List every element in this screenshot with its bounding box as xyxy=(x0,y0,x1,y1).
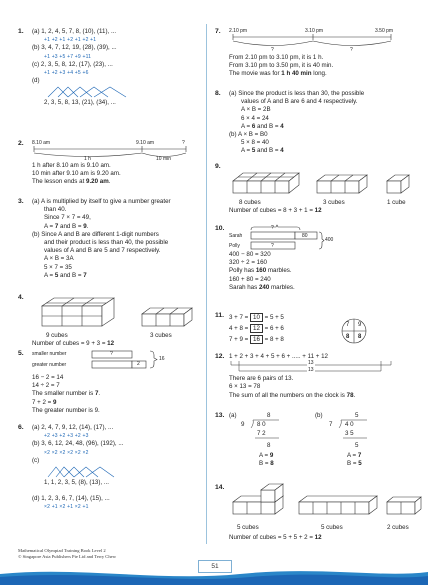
question-3 xyxy=(18,198,200,288)
answer-line: B = 8 xyxy=(259,460,274,467)
question-12 xyxy=(215,353,415,405)
question-number: 7. xyxy=(215,28,221,35)
question-number: 1. xyxy=(18,28,24,35)
working-line: There are 6 pairs of 13. xyxy=(229,375,294,383)
footer xyxy=(18,548,116,560)
answer-line: A = 7 xyxy=(347,452,362,459)
cube-caption-1: 9 cubes xyxy=(46,332,68,339)
fibonacci-arrows xyxy=(44,85,164,99)
seq-b-differences: ×2 ×2 ×2 ×2 ×2 ×2 xyxy=(44,449,89,456)
model-bars xyxy=(32,350,172,374)
working-line: (b) A × B = B0 xyxy=(229,131,268,139)
cube-drawing xyxy=(229,167,419,199)
segment-unknown-2: ? xyxy=(350,47,353,53)
seq-c-label: (c) xyxy=(32,456,40,464)
seq-d: (d) 1, 2, 3, 6, 7, (14), (15), ... xyxy=(32,495,110,503)
cube-caption-1: 5 cubes xyxy=(237,524,259,531)
working-line: The greater number is 9. xyxy=(32,406,100,414)
working-line: Since 7 × 7 = 49, xyxy=(44,214,91,222)
pair-sum-2: 13 xyxy=(308,367,314,374)
cube-caption-2: 5 cubes xyxy=(321,524,343,531)
question-13 xyxy=(215,412,415,482)
question-14 xyxy=(215,484,415,554)
copyright: © Singapore Asia Publishers Pte Ltd and Terry Chew xyxy=(18,554,117,559)
working-line: 1 h after 8.10 am is 9.10 am. xyxy=(32,162,111,169)
bar-total: 16 xyxy=(159,356,165,362)
bar-label-polly: Polly xyxy=(229,243,240,249)
equation-row: 4 + 8 = 12 = 6 + 6 xyxy=(229,325,284,332)
answer-line: Number of cubes = 5 + 5 + 2 = 12 xyxy=(229,534,322,541)
working-line: (a) Since the product is less than 30, the possible xyxy=(229,90,365,97)
cube-drawing xyxy=(32,296,202,332)
time-label-start: 8.10 am xyxy=(32,140,51,146)
seq-a: (a) 2, 4, 7, 9, 12, (14), (17), ... xyxy=(32,424,114,431)
seq-b-differences: +1 +3 +5 +7 +9 +11 xyxy=(44,53,92,60)
question-number: 5. xyxy=(18,350,24,357)
bar-total: 400 xyxy=(325,237,334,243)
working-line: 320 ÷ 2 = 160 xyxy=(229,259,267,267)
page-number: 51 xyxy=(198,560,232,573)
question-number: 11. xyxy=(215,312,225,319)
equation-row: 7 + 9 = 16 = 8 + 8 xyxy=(229,336,284,343)
working-line: 16 − 2 = 14 xyxy=(32,374,64,381)
circle-top-left: 7 xyxy=(346,322,350,328)
question-number: 2. xyxy=(18,140,24,147)
timeline xyxy=(229,28,409,54)
subtrahend-b: 3 5 xyxy=(345,430,354,437)
cube-caption-3: 2 cubes xyxy=(387,524,409,531)
question-number: 8. xyxy=(215,90,221,97)
circle-bottom-right: 8 xyxy=(358,334,362,340)
dividend-a: 8 0 xyxy=(257,421,266,428)
answer-line: A = 9 xyxy=(259,452,274,459)
working-line: 160 + 80 = 240 xyxy=(229,275,271,283)
answer-line: The movie was for 1 h 40 min long. xyxy=(229,70,327,78)
dividend-b: 4 0 xyxy=(345,421,354,428)
segment-unknown-1: ? xyxy=(271,47,274,53)
cube-caption-1: 8 cubes xyxy=(239,199,261,206)
question-number: 4. xyxy=(18,294,24,301)
segment-10min: 10 min xyxy=(156,156,172,162)
question-number: 9. xyxy=(215,163,221,170)
cube-caption-2: 3 cubes xyxy=(150,332,172,339)
seq-c-differences: +1 +2 +3 +4 +5 +6 xyxy=(44,70,89,77)
seq-d-differences: ×2 +1 ×2 +1 ×2 +1 xyxy=(44,504,89,511)
bar-extra: 2 xyxy=(137,361,140,367)
working-line: 14 ÷ 2 = 7 xyxy=(32,382,60,390)
answer-line: A = 5 and B = 4 xyxy=(241,147,284,155)
cube-caption-2: 3 cubes xyxy=(323,199,345,206)
equation-row: 3 + 7 = 10 = 5 + 5 xyxy=(229,314,284,321)
divisor-b: 7 xyxy=(329,421,333,428)
working-line: A × B = 3A xyxy=(44,255,74,263)
time-label-start: 2.10 pm xyxy=(229,28,248,34)
bar-unknown: ? xyxy=(110,351,113,357)
working-line: (b) Since A and B are different 1-digit numbers xyxy=(32,230,159,238)
seq-a: (a) 1, 2, 4, 5, 7, 8, (10), (11), ... xyxy=(32,28,117,35)
answer-line: The lesson ends at 9.20 am. xyxy=(32,178,111,186)
question-7 xyxy=(215,28,415,84)
answer-line: Polly has 160 marbles. xyxy=(229,267,292,275)
circle-top-right: 9 xyxy=(358,322,362,328)
seq-d: 2, 3, 5, 8, 13, (21), (34), ... xyxy=(44,99,116,107)
working-line: (a) A is multiplied by itself to give a number greater xyxy=(32,198,171,205)
question-number: 12. xyxy=(215,353,225,360)
question-2 xyxy=(18,140,200,190)
answer-line: Sarah has 240 marbles. xyxy=(229,283,295,291)
answer-line: The smaller number is 7. xyxy=(32,390,101,398)
question-10 xyxy=(215,225,415,299)
working-line: From 2.10 pm to 3.10 pm, it is 1 h. xyxy=(229,54,324,61)
cube-caption-3: 1 cube xyxy=(387,199,406,206)
answer-line: A = 5 and B = 7 xyxy=(44,271,87,279)
subtrahend-a: 7 2 xyxy=(257,430,266,437)
sum-expression: 1 + 2 + 3 + 4 + 5 + 6 + ..... + 11 + 12 xyxy=(229,353,328,360)
working-line: values of A and B are 5 and 7 respectively. xyxy=(44,247,161,255)
working-line: 6 × 4 = 24 xyxy=(241,114,269,122)
answer-line: B = 5 xyxy=(347,460,362,467)
question-1 xyxy=(18,28,200,138)
book-title: Mathematical Olympiad Training Book Level 2 xyxy=(18,548,106,553)
time-label-end: 3.50 pm xyxy=(375,28,394,34)
quotient-a: 8 xyxy=(267,412,271,419)
answer-line: Number of cubes = 8 + 3 + 1 = 12 xyxy=(229,207,322,214)
working-line: 5 × 7 = 35 xyxy=(44,263,72,271)
working-line: From 3.10 pm to 3.50 pm, it is 40 min. xyxy=(229,62,334,70)
bar-label-smaller: smaller number xyxy=(32,351,67,357)
question-number: 10. xyxy=(215,225,225,232)
bar-difference: 80 xyxy=(302,233,308,239)
question-number: 3. xyxy=(18,198,24,205)
seq-c: 1, 1, 2, 3, 5, (8), (13), ... xyxy=(44,479,109,487)
seq-a-differences: +1 +2 +1 +2 +1 +2 +1 xyxy=(44,37,97,44)
working-line: 6 × 13 = 78 xyxy=(229,383,261,391)
seq-c: (c) 2, 3, 5, 8, 12, (17), (23), ... xyxy=(32,60,113,68)
question-9 xyxy=(215,163,415,215)
seq-b: (b) 3, 4, 7, 12, 19, (28), (39), ... xyxy=(32,44,117,52)
question-6 xyxy=(18,424,200,554)
seq-a-differences: +2 +3 +2 +3 +2 +3 xyxy=(44,433,89,440)
circle-bottom-left: 8 xyxy=(346,334,350,340)
answer-line: The sum of all the numbers on the clock is 78. xyxy=(229,391,356,399)
model-bars xyxy=(229,225,339,251)
time-label-mid: 9.10 am xyxy=(136,140,155,146)
quotient-b: 5 xyxy=(355,412,359,419)
answer-line: A = 7 and B = 9. xyxy=(44,222,89,230)
fibonacci-arrows xyxy=(44,465,164,479)
working-line: 5 × 8 = 40 xyxy=(241,139,269,147)
working-line: and their product is less than 40, the possible xyxy=(44,239,169,247)
working-line: than 40. xyxy=(44,206,67,214)
answer-line: 7 + 2 = 9 xyxy=(32,398,57,406)
answer-line: A = 6 and B = 4 xyxy=(241,122,284,130)
part-a-label: (a) xyxy=(229,412,237,419)
seq-d-label: (d) xyxy=(32,77,40,85)
working-line: A × B = 2B xyxy=(241,106,271,114)
divisor-a: 9 xyxy=(241,421,245,428)
bar-label-greater: greater number xyxy=(32,362,67,368)
question-11 xyxy=(215,312,415,358)
part-b-label: (b) xyxy=(315,412,323,419)
number-circle xyxy=(341,318,367,344)
question-number: 13. xyxy=(215,412,225,419)
question-number: 14. xyxy=(215,484,225,491)
bar-unknown-top: ? xyxy=(271,225,274,231)
remainder-a: 8 xyxy=(267,442,271,449)
remainder-b: 5 xyxy=(355,442,359,449)
seq-b: (b) 3, 6, 12, 24, 48, (96), (192), ... xyxy=(32,440,124,448)
time-label-mid: 3.10 pm xyxy=(305,28,324,34)
segment-1h: 1 h xyxy=(84,156,91,162)
cube-drawing xyxy=(229,484,419,520)
bar-label-sarah: Sarah xyxy=(229,233,243,239)
question-4 xyxy=(18,294,200,354)
column-divider xyxy=(206,24,207,544)
bar-unknown-polly: ? xyxy=(271,243,274,249)
working-line: 10 min after 9.10 am is 9.20 am. xyxy=(32,170,121,178)
time-label-end: ? xyxy=(182,140,185,146)
pairing-brackets xyxy=(229,361,409,375)
working-line: 400 − 80 = 320 xyxy=(229,251,271,258)
long-division-lines xyxy=(229,412,409,452)
answer-line: Number of cubes = 9 + 3 = 12 xyxy=(32,340,115,347)
working-line: values of A and B are 6 and 4 respectively. xyxy=(241,98,358,106)
pair-sum-1: 13 xyxy=(308,360,314,367)
question-8 xyxy=(215,90,415,160)
question-number: 6. xyxy=(18,424,24,431)
